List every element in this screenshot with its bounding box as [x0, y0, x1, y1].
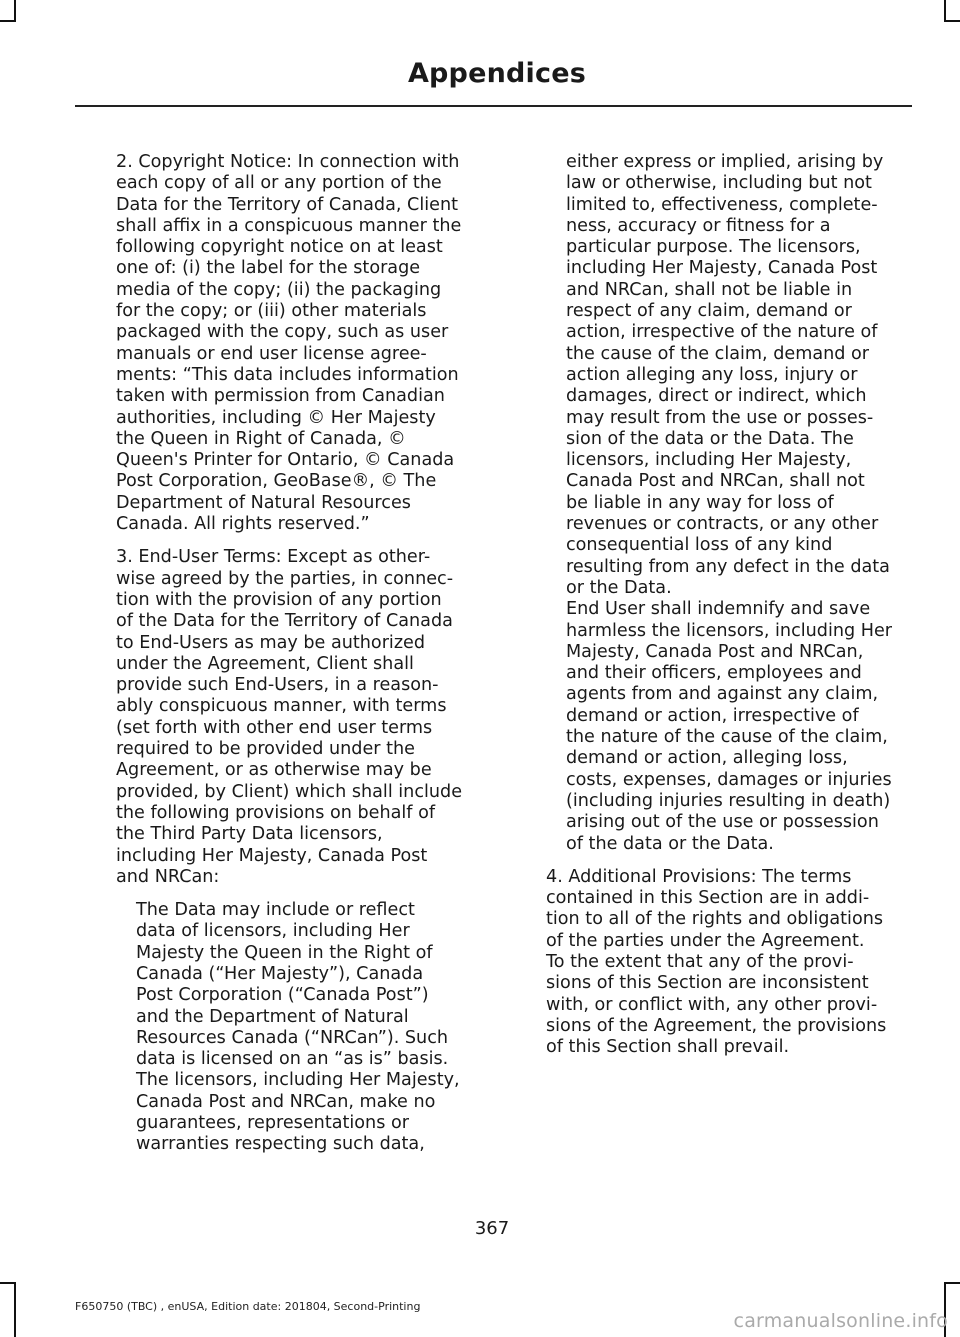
crop-mark: [944, 0, 946, 22]
crop-mark: [944, 20, 960, 22]
crop-mark: [14, 1282, 16, 1337]
crop-mark: [0, 1282, 16, 1284]
crop-mark: [944, 1282, 960, 1284]
right-column: [546, 152, 898, 1070]
page-number: 367: [474, 1218, 510, 1239]
paragraph-indemnify: End User shall indemnify and save harmless the licensors, including Her Majesty, Canada Post and NRCan, and their officers, employees and agents from and against any claim, demand or action, irrespective of the nature of the cause of the claim, demand or action, alleging loss, costs, expenses, damages or injuries (including injuries resulting in death) arising out of the use or possession of the data or the Data.: [566, 599, 893, 854]
crop-mark: [0, 20, 16, 22]
paragraph-additional-provisions: 4. Additional Provisions: The terms contained in this Section are in addi- tion to all of the rights and obligations of the parties under the Agreement. To the extent that any of the provi- sions of this Section are inconsistent with, or conflict with, any other provi- sions of the Agreement, the provisions of this Section shall prevail.: [546, 866, 887, 1058]
page-title: Appendices: [407, 58, 586, 89]
paragraph-licensors-data: The Data may include or reflect data of licensors, including Her Majesty the Queen in the Right of Canada (“Her Majesty”), Canada Post Corporation (“Canada Post”) and the Department of Natural Resources Canada (“NRCan”). Such data is licensed on an “as is” basis. The licensors, including Her Majesty, Canada Post and NRCan, make no guarantees, representations or warranties respecting such data,: [136, 900, 460, 1155]
edition-footer: F650750 (TBC) , enUSA, Edition date: 201804, Second-Printing: [75, 1300, 421, 1313]
header-divider: [75, 105, 912, 107]
left-column: [116, 152, 466, 1156]
watermark-text: carmanualsonline.info: [733, 1310, 948, 1332]
crop-mark: [14, 0, 16, 22]
paragraph-copyright-notice: 2. Copyright Notice: In connection with each copy of all or any portion of the Data for the Territory of Canada, Client shall affix in a conspicuous manner the following copyright notice on at least one of: (i) the label for the storage media of the copy; (ii) the packaging for the copy; or (iii) other materials packaged with the copy, such as user manuals or end user license agree- ments: “This data includes information taken with permission from Canadian authorities, including © Her Majesty the Queen in Right of Canada, © Queen's Printer for Ontario, © Canada Post Corporation, GeoBase®, © The Department of Natural Resources Canada. All rights reserved.”: [116, 152, 462, 535]
paragraph-end-user-terms: 3. End-User Terms: Except as other- wise agreed by the parties, in connec- tion with the provision of any portion of the Data for the Territory of Canada to End-Users as may be authorized under the Agreement, Client shall provide such End-Users, in a reason- ably conspicuous manner, with terms (set forth with other end user terms required to be provided under the Agreement, or as otherwise may be provided, by Client) which shall include the following provisions on behalf of the Third Party Data licensors, including Her Majesty, Canada Post and NRCan:: [116, 547, 463, 887]
paragraph-licensors-continued: either express or implied, arising by law or otherwise, including but not limited to, effectiveness, complete- ness, accuracy or fitness for a particular purpose. The licensors, including Her Majesty, Canada Post and NRCan, shall not be liable in respect of any claim, demand or action, irrespective of the nature of the cause of the claim, demand or action alleging any loss, injury or damages, direct or indirect, which may result from the use or posses- sion of the data or the Data. The licensors, including Her Majesty, Canada Post and NRCan, shall not be liable in any way for loss of revenues or contracts, or any other consequential loss of any kind resulting from any defect in the data or the Data.: [566, 152, 890, 598]
